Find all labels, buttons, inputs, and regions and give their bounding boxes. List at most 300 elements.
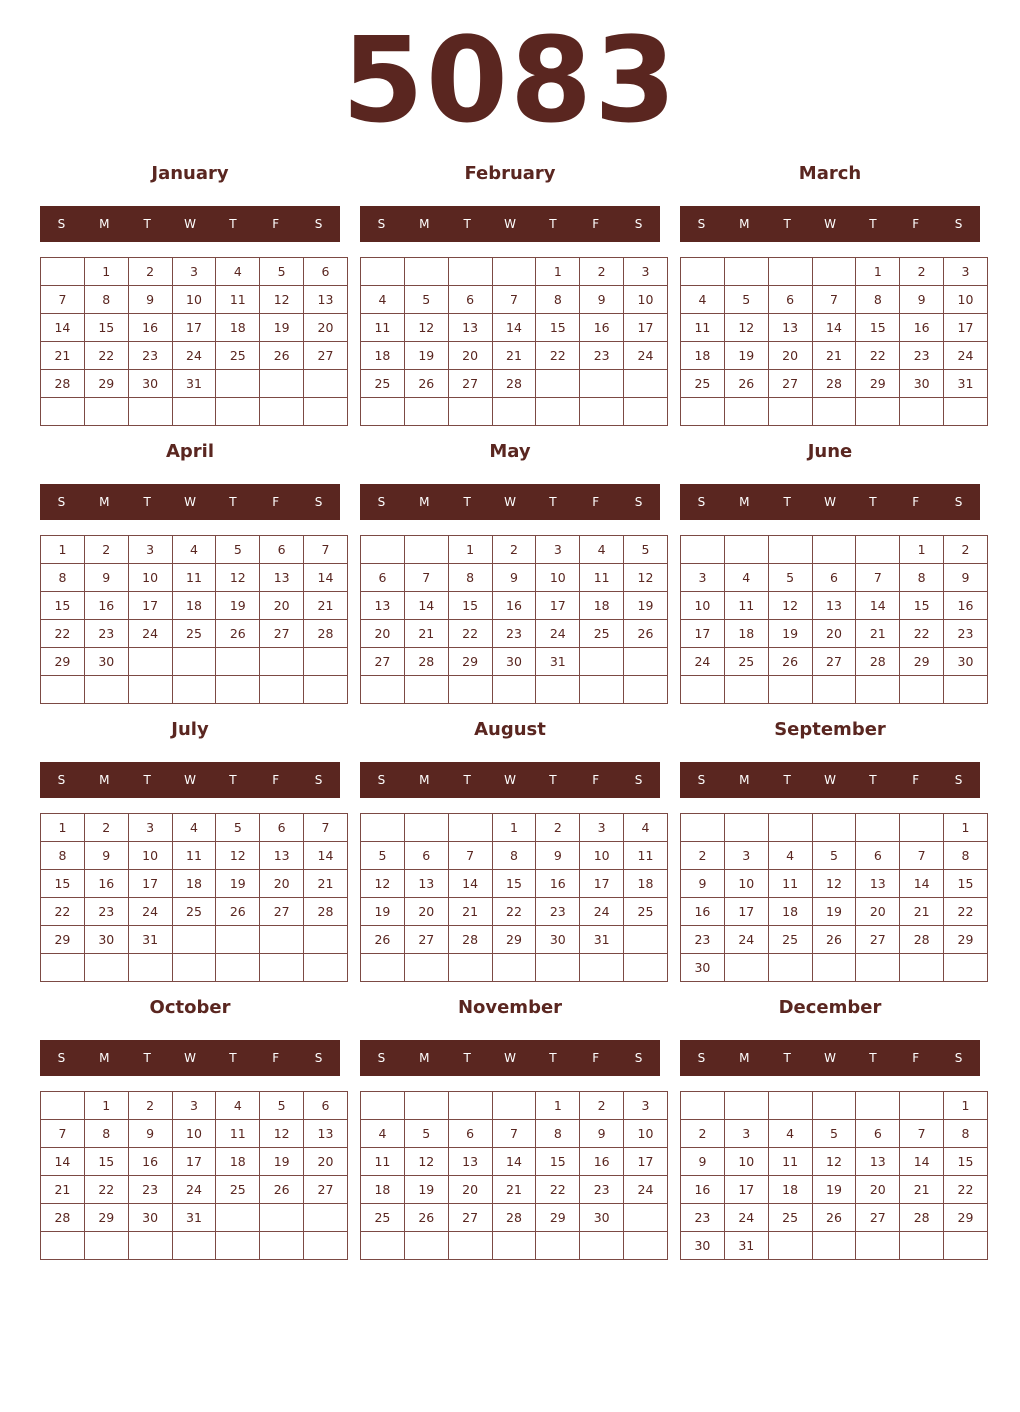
empty-day-cell xyxy=(580,676,624,704)
day-cell: 27 xyxy=(856,926,900,954)
empty-day-cell xyxy=(172,1232,216,1260)
weekday-label: M xyxy=(419,1051,430,1065)
day-cell: 17 xyxy=(536,592,580,620)
day-cell: 27 xyxy=(260,620,304,648)
day-cell: 31 xyxy=(724,1232,768,1260)
day-cell: 10 xyxy=(536,564,580,592)
empty-day-cell xyxy=(624,1232,668,1260)
day-cell: 28 xyxy=(304,620,348,648)
weekday-label: S xyxy=(57,773,66,787)
day-cell: 28 xyxy=(448,926,492,954)
day-cell: 28 xyxy=(856,648,900,676)
empty-day-cell xyxy=(216,954,260,982)
weekday-label: W xyxy=(504,495,516,509)
day-cell: 1 xyxy=(856,258,900,286)
day-cell: 28 xyxy=(304,898,348,926)
day-cell: 25 xyxy=(624,898,668,926)
empty-day-cell xyxy=(260,1204,304,1232)
empty-day-cell xyxy=(361,954,405,982)
day-cell: 2 xyxy=(128,258,172,286)
day-cell: 15 xyxy=(84,314,128,342)
weekday-label: F xyxy=(592,1051,600,1065)
day-cell: 21 xyxy=(900,898,944,926)
day-cell: 20 xyxy=(856,898,900,926)
empty-day-cell xyxy=(812,536,856,564)
day-cell: 4 xyxy=(580,536,624,564)
empty-day-cell xyxy=(768,1232,812,1260)
week-row xyxy=(361,1232,668,1260)
day-cell: 18 xyxy=(768,1176,812,1204)
empty-day-cell xyxy=(492,954,536,982)
weekday-label: S xyxy=(314,495,323,509)
day-cell: 23 xyxy=(900,342,944,370)
empty-day-cell xyxy=(41,398,85,426)
day-cell: 5 xyxy=(724,286,768,314)
day-cell: 15 xyxy=(944,1148,988,1176)
empty-day-cell xyxy=(448,1092,492,1120)
empty-day-cell xyxy=(856,536,900,564)
week-row xyxy=(361,286,668,314)
day-cell: 9 xyxy=(128,286,172,314)
empty-day-cell xyxy=(41,258,85,286)
day-cell: 29 xyxy=(41,926,85,954)
day-cell: 22 xyxy=(856,342,900,370)
day-cell: 1 xyxy=(492,814,536,842)
weekday-label: T xyxy=(143,773,151,787)
day-cell: 2 xyxy=(681,1120,725,1148)
week-row xyxy=(681,398,988,426)
day-cell: 17 xyxy=(128,592,172,620)
week-row xyxy=(361,564,668,592)
weekday-label: F xyxy=(272,495,280,509)
month-name: September xyxy=(774,719,886,740)
weekday-label: M xyxy=(99,773,110,787)
week-row xyxy=(41,1092,348,1120)
day-cell: 8 xyxy=(84,1120,128,1148)
empty-day-cell xyxy=(856,954,900,982)
day-cell: 16 xyxy=(681,1176,725,1204)
weekday-label: T xyxy=(783,1051,791,1065)
weekday-label: F xyxy=(592,495,600,509)
weekday-label: S xyxy=(954,1051,963,1065)
empty-day-cell xyxy=(260,926,304,954)
empty-day-cell xyxy=(580,954,624,982)
weekday-label: S xyxy=(697,217,706,231)
empty-day-cell xyxy=(624,1204,668,1232)
weekday-label: M xyxy=(99,1051,110,1065)
weekday-label: T xyxy=(229,495,237,509)
day-cell: 19 xyxy=(812,1176,856,1204)
empty-day-cell xyxy=(84,398,128,426)
day-cell: 27 xyxy=(448,1204,492,1232)
empty-day-cell xyxy=(580,370,624,398)
week-row xyxy=(681,342,988,370)
weekday-label: F xyxy=(592,217,600,231)
day-cell: 9 xyxy=(900,286,944,314)
day-cell: 13 xyxy=(304,286,348,314)
empty-day-cell xyxy=(536,1232,580,1260)
empty-day-cell xyxy=(172,398,216,426)
day-cell: 19 xyxy=(404,342,448,370)
day-cell: 13 xyxy=(812,592,856,620)
week-row xyxy=(41,258,348,286)
week-row xyxy=(361,676,668,704)
day-cell: 2 xyxy=(84,536,128,564)
empty-day-cell xyxy=(404,1092,448,1120)
empty-day-cell xyxy=(624,370,668,398)
year-title: 5083 xyxy=(341,11,679,149)
day-cell: 13 xyxy=(404,870,448,898)
day-cell: 20 xyxy=(448,342,492,370)
day-cell: 19 xyxy=(624,592,668,620)
empty-day-cell xyxy=(448,1232,492,1260)
week-row xyxy=(681,1176,988,1204)
day-cell: 24 xyxy=(580,898,624,926)
weekday-label: F xyxy=(912,773,920,787)
week-row xyxy=(361,648,668,676)
day-cell: 25 xyxy=(768,1204,812,1232)
day-cell: 5 xyxy=(361,842,405,870)
day-cell: 9 xyxy=(681,1148,725,1176)
day-cell: 24 xyxy=(128,620,172,648)
week-row xyxy=(681,1120,988,1148)
week-row xyxy=(361,1148,668,1176)
day-cell: 19 xyxy=(768,620,812,648)
week-row xyxy=(41,342,348,370)
day-cell: 21 xyxy=(492,1176,536,1204)
day-cell: 24 xyxy=(128,898,172,926)
week-row xyxy=(681,648,988,676)
empty-day-cell xyxy=(260,648,304,676)
empty-day-cell xyxy=(216,676,260,704)
weekday-label: S xyxy=(634,1051,643,1065)
day-cell: 12 xyxy=(404,1148,448,1176)
day-cell: 22 xyxy=(492,898,536,926)
day-cell: 1 xyxy=(84,258,128,286)
day-cell: 15 xyxy=(41,870,85,898)
weekday-label: F xyxy=(272,1051,280,1065)
week-row xyxy=(41,536,348,564)
week-row xyxy=(361,342,668,370)
day-grid xyxy=(680,535,988,704)
weekday-label: S xyxy=(697,495,706,509)
day-cell: 7 xyxy=(492,1120,536,1148)
day-cell: 28 xyxy=(900,926,944,954)
day-cell: 25 xyxy=(768,926,812,954)
day-cell: 10 xyxy=(172,286,216,314)
day-cell: 19 xyxy=(812,898,856,926)
weekday-label: S xyxy=(57,495,66,509)
day-cell: 27 xyxy=(856,1204,900,1232)
day-cell: 20 xyxy=(404,898,448,926)
day-cell: 12 xyxy=(724,314,768,342)
day-cell: 26 xyxy=(624,620,668,648)
empty-day-cell xyxy=(856,814,900,842)
weekday-header xyxy=(360,762,660,798)
day-cell: 30 xyxy=(944,648,988,676)
weekday-label: W xyxy=(824,217,836,231)
day-cell: 5 xyxy=(404,286,448,314)
day-cell: 16 xyxy=(536,870,580,898)
day-cell: 16 xyxy=(128,314,172,342)
weekday-label: F xyxy=(912,1051,920,1065)
empty-day-cell xyxy=(492,258,536,286)
week-row xyxy=(41,926,348,954)
empty-day-cell xyxy=(128,398,172,426)
day-cell: 30 xyxy=(84,648,128,676)
day-cell: 16 xyxy=(492,592,536,620)
day-cell: 27 xyxy=(304,1176,348,1204)
day-cell: 30 xyxy=(900,370,944,398)
empty-day-cell xyxy=(944,954,988,982)
weekday-label: W xyxy=(824,495,836,509)
weekday-label: S xyxy=(57,1051,66,1065)
weekday-label: S xyxy=(697,1051,706,1065)
day-grid xyxy=(40,813,348,982)
day-cell: 2 xyxy=(900,258,944,286)
day-cell: 19 xyxy=(404,1176,448,1204)
empty-day-cell xyxy=(944,1232,988,1260)
weekday-label: T xyxy=(869,1051,877,1065)
day-cell: 15 xyxy=(492,870,536,898)
empty-day-cell xyxy=(812,954,856,982)
week-row xyxy=(681,1232,988,1260)
week-row xyxy=(681,814,988,842)
day-cell: 4 xyxy=(724,564,768,592)
week-row xyxy=(41,676,348,704)
day-cell: 29 xyxy=(41,648,85,676)
day-cell: 13 xyxy=(361,592,405,620)
empty-day-cell xyxy=(128,954,172,982)
empty-day-cell xyxy=(260,1232,304,1260)
week-row xyxy=(681,258,988,286)
day-cell: 5 xyxy=(216,814,260,842)
weekday-header xyxy=(40,762,340,798)
day-grid xyxy=(360,813,668,982)
day-cell: 1 xyxy=(944,1092,988,1120)
day-cell: 6 xyxy=(361,564,405,592)
day-cell: 10 xyxy=(128,564,172,592)
empty-day-cell xyxy=(304,676,348,704)
empty-day-cell xyxy=(304,1232,348,1260)
day-cell: 21 xyxy=(448,898,492,926)
day-cell: 11 xyxy=(216,286,260,314)
day-cell: 21 xyxy=(900,1176,944,1204)
week-row xyxy=(361,398,668,426)
day-grid xyxy=(680,1091,988,1260)
empty-day-cell xyxy=(724,398,768,426)
day-cell: 15 xyxy=(41,592,85,620)
weekday-header xyxy=(680,1040,980,1076)
day-cell: 5 xyxy=(768,564,812,592)
day-cell: 6 xyxy=(856,1120,900,1148)
day-cell: 18 xyxy=(216,1148,260,1176)
week-row xyxy=(681,314,988,342)
day-cell: 29 xyxy=(944,926,988,954)
empty-day-cell xyxy=(681,1092,725,1120)
empty-day-cell xyxy=(624,398,668,426)
weekday-label: M xyxy=(739,1051,750,1065)
day-cell: 31 xyxy=(580,926,624,954)
empty-day-cell xyxy=(128,648,172,676)
day-cell: 15 xyxy=(856,314,900,342)
day-cell: 15 xyxy=(536,314,580,342)
day-cell: 18 xyxy=(216,314,260,342)
day-cell: 8 xyxy=(944,1120,988,1148)
day-cell: 26 xyxy=(404,1204,448,1232)
day-cell: 25 xyxy=(580,620,624,648)
day-cell: 6 xyxy=(812,564,856,592)
day-cell: 7 xyxy=(41,1120,85,1148)
day-cell: 6 xyxy=(260,536,304,564)
week-row xyxy=(361,954,668,982)
weekday-label: T xyxy=(783,773,791,787)
day-cell: 30 xyxy=(681,1232,725,1260)
day-cell: 12 xyxy=(624,564,668,592)
day-cell: 30 xyxy=(128,1204,172,1232)
day-cell: 22 xyxy=(536,1176,580,1204)
weekday-label: F xyxy=(272,773,280,787)
empty-day-cell xyxy=(361,814,405,842)
weekday-label: T xyxy=(783,495,791,509)
day-cell: 17 xyxy=(624,314,668,342)
day-cell: 7 xyxy=(492,286,536,314)
day-cell: 24 xyxy=(681,648,725,676)
weekday-label: F xyxy=(592,773,600,787)
weekday-label: F xyxy=(912,495,920,509)
day-cell: 16 xyxy=(580,1148,624,1176)
day-cell: 4 xyxy=(361,286,405,314)
day-cell: 24 xyxy=(724,926,768,954)
empty-day-cell xyxy=(681,398,725,426)
week-row xyxy=(361,926,668,954)
day-cell: 13 xyxy=(304,1120,348,1148)
day-cell: 3 xyxy=(724,1120,768,1148)
day-cell: 31 xyxy=(172,1204,216,1232)
day-cell: 10 xyxy=(580,842,624,870)
day-cell: 13 xyxy=(768,314,812,342)
day-cell: 14 xyxy=(492,314,536,342)
weekday-label: S xyxy=(697,773,706,787)
day-cell: 30 xyxy=(492,648,536,676)
day-cell: 25 xyxy=(361,370,405,398)
week-row xyxy=(361,898,668,926)
empty-day-cell xyxy=(361,536,405,564)
weekday-label: T xyxy=(463,773,471,787)
day-grid xyxy=(360,1091,668,1260)
day-cell: 11 xyxy=(172,564,216,592)
day-cell: 3 xyxy=(624,258,668,286)
week-row xyxy=(41,814,348,842)
day-cell: 8 xyxy=(84,286,128,314)
empty-day-cell xyxy=(812,1092,856,1120)
day-grid xyxy=(40,257,348,426)
day-cell: 21 xyxy=(812,342,856,370)
day-cell: 12 xyxy=(404,314,448,342)
empty-day-cell xyxy=(128,1232,172,1260)
weekday-label: W xyxy=(504,1051,516,1065)
empty-day-cell xyxy=(681,814,725,842)
day-cell: 6 xyxy=(448,286,492,314)
empty-day-cell xyxy=(900,676,944,704)
week-row xyxy=(681,1204,988,1232)
month-name: January xyxy=(151,163,229,184)
day-cell: 5 xyxy=(216,536,260,564)
day-cell: 22 xyxy=(944,898,988,926)
empty-day-cell xyxy=(361,398,405,426)
day-cell: 2 xyxy=(84,814,128,842)
day-cell: 14 xyxy=(41,314,85,342)
weekday-label: T xyxy=(143,495,151,509)
day-cell: 26 xyxy=(404,370,448,398)
week-row xyxy=(41,1148,348,1176)
day-cell: 11 xyxy=(172,842,216,870)
day-cell: 22 xyxy=(84,1176,128,1204)
day-cell: 9 xyxy=(84,842,128,870)
weekday-label: S xyxy=(57,217,66,231)
day-cell: 22 xyxy=(41,620,85,648)
day-cell: 3 xyxy=(536,536,580,564)
day-cell: 14 xyxy=(404,592,448,620)
day-cell: 4 xyxy=(768,842,812,870)
week-row xyxy=(681,592,988,620)
empty-day-cell xyxy=(900,398,944,426)
day-grid xyxy=(40,1091,348,1260)
day-cell: 31 xyxy=(536,648,580,676)
weekday-label: S xyxy=(377,495,386,509)
day-cell: 18 xyxy=(624,870,668,898)
day-cell: 12 xyxy=(216,564,260,592)
empty-day-cell xyxy=(536,398,580,426)
day-cell: 26 xyxy=(812,1204,856,1232)
weekday-label: M xyxy=(419,773,430,787)
weekday-label: W xyxy=(504,217,516,231)
day-cell: 13 xyxy=(260,842,304,870)
week-row xyxy=(41,564,348,592)
day-cell: 22 xyxy=(448,620,492,648)
day-cell: 10 xyxy=(624,1120,668,1148)
weekday-label: M xyxy=(739,773,750,787)
week-row xyxy=(361,592,668,620)
day-cell: 26 xyxy=(216,620,260,648)
empty-day-cell xyxy=(41,676,85,704)
weekday-label: S xyxy=(377,773,386,787)
day-cell: 28 xyxy=(404,648,448,676)
weekday-label: S xyxy=(314,217,323,231)
day-cell: 14 xyxy=(900,870,944,898)
day-cell: 21 xyxy=(41,342,85,370)
day-cell: 10 xyxy=(128,842,172,870)
day-cell: 23 xyxy=(580,1176,624,1204)
empty-day-cell xyxy=(448,398,492,426)
day-cell: 11 xyxy=(768,870,812,898)
day-cell: 23 xyxy=(536,898,580,926)
day-cell: 5 xyxy=(260,258,304,286)
day-cell: 6 xyxy=(768,286,812,314)
day-cell: 1 xyxy=(944,814,988,842)
empty-day-cell xyxy=(812,814,856,842)
empty-day-cell xyxy=(260,954,304,982)
weekday-label: S xyxy=(634,773,643,787)
day-cell: 8 xyxy=(900,564,944,592)
week-row xyxy=(681,1148,988,1176)
empty-day-cell xyxy=(216,1232,260,1260)
day-cell: 12 xyxy=(216,842,260,870)
weekday-label: W xyxy=(184,217,196,231)
day-cell: 4 xyxy=(172,814,216,842)
day-cell: 23 xyxy=(84,620,128,648)
day-cell: 3 xyxy=(128,536,172,564)
